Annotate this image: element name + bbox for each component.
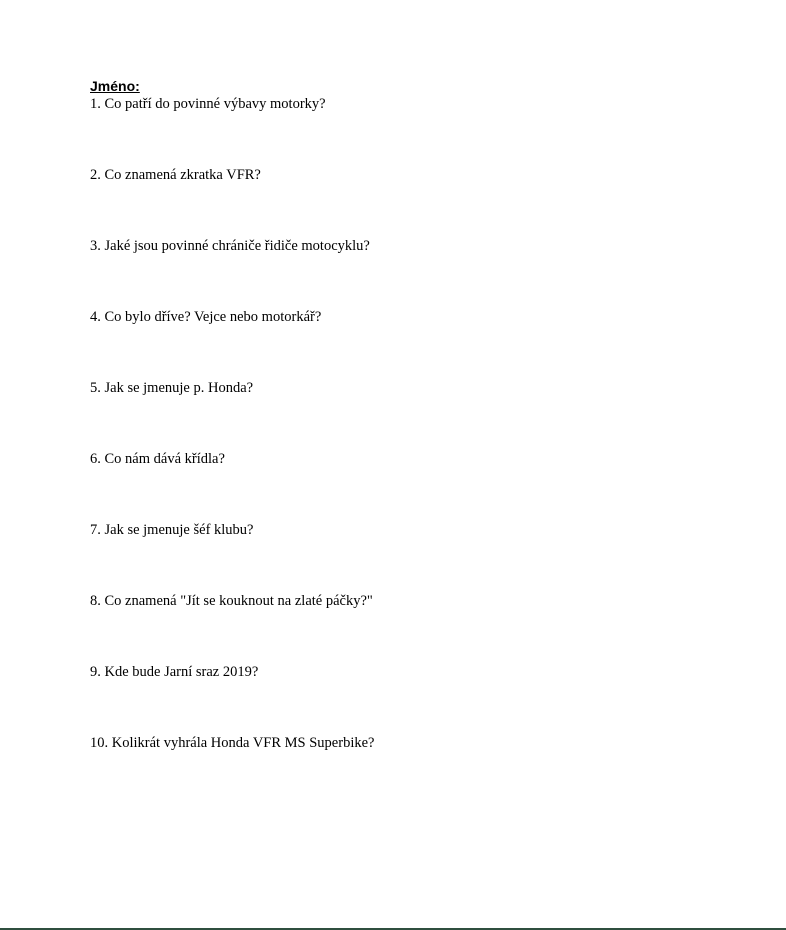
question-4: 4. Co bylo dříve? Vejce nebo motorkář? bbox=[90, 309, 322, 325]
question-3: 3. Jaké jsou povinné chrániče řidiče motocyklu? bbox=[90, 238, 370, 254]
name-label: Jméno: bbox=[90, 78, 140, 94]
question-list bbox=[90, 95, 374, 805]
question-6: 6. Co nám dává křídla? bbox=[90, 451, 225, 467]
question-10: 10. Kolikrát vyhrála Honda VFR MS Superbike? bbox=[90, 735, 375, 751]
question-7: 7. Jak se jmenuje šéf klubu? bbox=[90, 522, 254, 538]
question-5: 5. Jak se jmenuje p. Honda? bbox=[90, 380, 254, 396]
question-9: 9. Kde bude Jarní sraz 2019? bbox=[90, 664, 259, 680]
question-1: 1. Co patří do povinné výbavy motorky? bbox=[90, 96, 326, 112]
question-8: 8. Co znamená "Jít se kouknout na zlaté páčky?" bbox=[90, 593, 373, 609]
question-2: 2. Co znamená zkratka VFR? bbox=[90, 167, 261, 183]
